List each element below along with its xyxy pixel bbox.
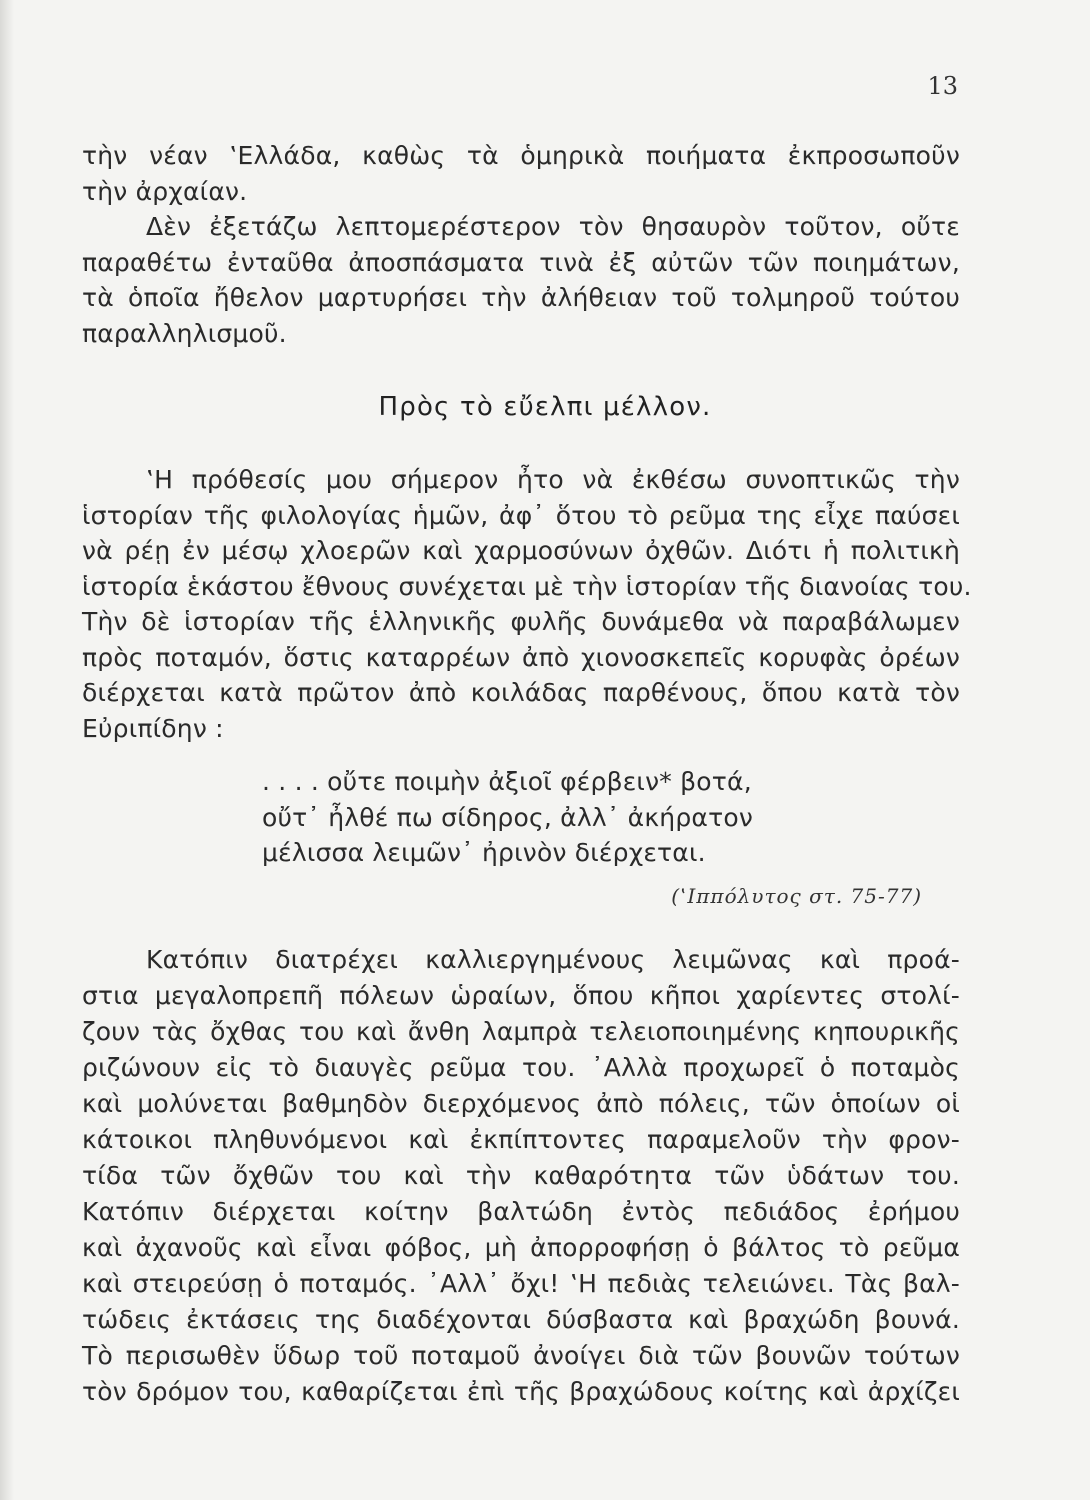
verse-citation: (‛Ιππόλυτος στ. 75-77) <box>671 884 922 908</box>
verse-line: μέλισσα λειμῶν᾽ ἠρινὸν διέρχεται. <box>262 838 706 867</box>
text-line: τίδα τῶν ὄχθῶν του καὶ τὴν καθαρότητα τῶν ὑδάτων του. <box>82 1161 960 1190</box>
text-line: ἱστορίαν τῆς φιλολογίας ἡμῶν, ἀφ᾽ ὅτου τὸ ρεῦμα της εἶχε παύσει <box>82 500 960 530</box>
scan-page-edge <box>0 0 14 1500</box>
verse-line: οὔτ᾽ ἦλθέ πω σίδηρος, ἀλλ᾽ ἀκήρατον <box>262 802 753 832</box>
verse-quote <box>262 764 753 871</box>
text-line: Τὸ περισωθὲν ὕδωρ τοῦ ποταμοῦ ἀνοίγει διὰ τῶν βουνῶν τούτων <box>82 1341 960 1370</box>
text-line: Κατόπιν διατρέχει καλλιεργημένους λειμῶνας καὶ προά- <box>146 945 960 974</box>
text-line: καὶ στειρεύσῃ ὁ ποταμός. ᾽Αλλ᾽ ὄχι! ‛Η πεδιὰς τελειώνει. Τὰς βαλ- <box>82 1269 960 1298</box>
verse-line: . . . . οὔτε ποιμὴν ἀξιοῖ φέρβειν* βοτά, <box>262 767 752 796</box>
text-line: Κατόπιν διέρχεται κοίτην βαλτώδη ἐντὸς πεδιάδος ἐρήμου <box>82 1197 960 1226</box>
text-line: κάτοικοι πληθυνόμενοι καὶ ἐκπίπτοντες παραμελοῦν τὴν φρον- <box>82 1125 960 1154</box>
text-line: καὶ μολύνεται βαθμηδὸν διερχόμενος ἀπὸ πόλεις, τῶν ὁποίων οἱ <box>82 1089 960 1118</box>
section-heading: Πρὸς τὸ εὔελπι μέλλον. <box>378 392 712 422</box>
text-line: νὰ ρέῃ ἐν μέσῳ χλοερῶν καὶ χαρμοσύνων ὀχθῶν. Διότι ἡ πολιτικὴ <box>82 536 960 565</box>
text-line: Τὴν δὲ ἱστορίαν τῆς ἑλληνικῆς φυλῆς δυνάμεθα νὰ παραβάλωμεν <box>82 607 960 636</box>
text-line: ζουν τὰς ὄχθας του καὶ ἄνθη λαμπρὰ τελειοποιημένης κηπουρικῆς <box>82 1017 960 1046</box>
text-line: τὴν νέαν ‛Ελλάδα, καθὼς τὰ ὁμηρικὰ ποιήματα ἐκπροσωποῦν <box>82 141 960 170</box>
text-line: Δὲν ἐξετάζω λεπτομερέστερον τὸν θησαυρὸν τοῦτον, οὔτε <box>146 212 960 241</box>
text-line: τὸν δρόμον του, καθαρίζεται ἐπὶ τῆς βραχώδους κοίτης καὶ ἀρχίζει <box>82 1377 960 1406</box>
paragraph-intro <box>82 138 960 351</box>
text-line: τὴν ἀρχαίαν. <box>82 176 248 206</box>
text-line: Εὐριπίδην : <box>82 713 224 743</box>
page-number: 13 <box>927 72 958 100</box>
text-line: ἱστορία ἑκάστου ἔθνους συνέχεται μὲ τὴν ἱστορίαν τῆς διανοίας του. <box>82 571 972 601</box>
text-line: διέρχεται κατὰ πρῶτον ἀπὸ κοιλάδας παρθένους, ὅπου κατὰ τὸν <box>82 678 960 707</box>
text-line: πρὸς ποταμόν, ὅστις καταρρέων ἀπὸ χιονοσκεπεῖς κορυφὰς ὀρέων <box>82 642 960 672</box>
text-line: παραλληλισμοῦ. <box>82 318 287 348</box>
paragraph-river <box>82 942 960 1410</box>
text-line: τώδεις ἐκτάσεις της διαδέχονται δύσβαστα καὶ βραχώδη βουνά. <box>82 1305 960 1334</box>
text-line: καὶ ἀχανοῦς καὶ εἶναι φόβος, μὴ ἀπορροφήσῃ ὁ βάλτος τὸ ρεῦμα <box>82 1233 960 1262</box>
text-line: στια μεγαλοπρεπῆ πόλεων ὡραίων, ὅπου κῆποι χαρίεντες στολί- <box>82 981 960 1010</box>
text-line: ‛Η πρόθεσίς μου σήμερον ἦτο νὰ ἐκθέσω συνοπτικῶς τὴν <box>146 465 960 494</box>
text-line: ριζώνουν εἰς τὸ διαυγὲς ρεῦμα του. ᾽Αλλὰ προχωρεῖ ὁ ποταμὸς <box>82 1053 960 1082</box>
text-line: παραθέτω ἐνταῦθα ἀποσπάσματα τινὰ ἐξ αὐτῶν τῶν ποιημάτων, <box>82 247 960 277</box>
paragraph-history <box>82 462 972 746</box>
text-line: τὰ ὁποῖα ἤθελον μαρτυρήσει τὴν ἀλήθειαν τοῦ τολμηροῦ τούτου <box>82 283 960 312</box>
